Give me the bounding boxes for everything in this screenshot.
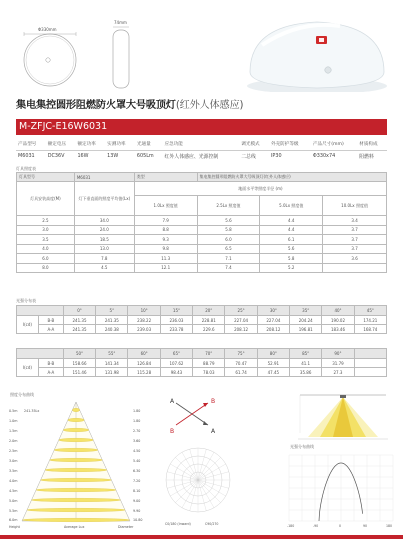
angle-cell: 50° — [63, 349, 95, 359]
angle-cell: 80° — [257, 349, 289, 359]
plane-label: A-A — [38, 368, 63, 377]
intensity-label: I(cd) — [17, 316, 39, 334]
illum-cell: 12.1 — [134, 263, 197, 273]
intensity-cell: 241.35 — [96, 316, 128, 325]
illum-cell: 4.4 — [260, 225, 323, 235]
cone-ellipse — [36, 488, 116, 492]
polar-legend-a: C0/180 (Inward) — [165, 522, 191, 526]
cone-diameter-labels — [133, 409, 142, 522]
diameter-label: Φ330mm — [38, 27, 57, 32]
polar-spoke — [198, 457, 221, 480]
intensity-cell: 70.47 — [225, 359, 257, 368]
illum-cell: 11.3 — [134, 254, 197, 264]
cone-h: 2.0m — [9, 439, 18, 443]
x-tick: -180 — [287, 524, 295, 528]
cone-footer-lux: Average Lux — [64, 525, 85, 529]
spec-header: 实测功率 — [105, 138, 135, 150]
intensity-curve-chart — [283, 451, 398, 533]
illum-cell: 3.7 — [323, 225, 387, 235]
cone-h: 2.5m — [9, 449, 18, 453]
x-tick: 0 — [339, 524, 342, 528]
illum-cell: 24.0 — [74, 225, 134, 235]
illum-row — [17, 254, 387, 264]
illuminance-cone-diagram — [6, 400, 146, 530]
polar-spoke — [190, 480, 198, 511]
intensity-cell: 183.46 — [322, 325, 354, 334]
plane-direction-diagram — [168, 395, 218, 437]
illum-cell: 3.7 — [323, 235, 387, 245]
intensity-cell: 151.46 — [63, 368, 95, 377]
intensity-cell: 98.43 — [160, 368, 192, 377]
angle-cell: 70° — [193, 349, 225, 359]
cone-ellipse — [22, 518, 129, 522]
plane-label: B-B — [38, 316, 63, 325]
spec-header: 产品尺寸(mm) — [311, 138, 357, 150]
plane-label: A-A — [38, 325, 63, 334]
cone-r: 1.80 — [133, 409, 141, 413]
angle-row-2 — [17, 349, 387, 359]
illum-cell: 18.5 — [74, 235, 134, 245]
spec-value-row — [16, 150, 387, 162]
intensity-cell: 131.98 — [96, 368, 128, 377]
intensity-cell: 196.81 — [290, 325, 322, 334]
illum-model-value: M6031 — [74, 173, 134, 182]
cone-r: 3.60 — [133, 439, 141, 443]
illum-group-header: 地面水平等照度半径 (m) — [134, 182, 386, 196]
front-view-drawing — [24, 32, 76, 86]
spec-table — [16, 138, 387, 162]
illum-type-row — [17, 173, 387, 182]
intensity-cell: 107.62 — [160, 359, 192, 368]
polar-spoke — [198, 480, 206, 511]
cone-ellipse — [32, 498, 121, 502]
polar-spoke — [167, 472, 198, 480]
illum-cell: 7.8 — [74, 254, 134, 264]
illum-row — [17, 235, 387, 245]
model-banner: M-ZFJC-E16W6031 — [16, 119, 387, 135]
spec-header: 外壳防护等级 — [269, 138, 311, 150]
illum-cell: 3.7 — [323, 244, 387, 254]
light-section-label: 光强分布表 — [16, 298, 36, 303]
intensity-cell: 238.22 — [128, 316, 160, 325]
illum-sub-header: 5.0Lx 照度值 — [260, 196, 323, 216]
illum-cell: 7.4 — [197, 263, 260, 273]
spec-header: 光通量 — [135, 138, 163, 150]
intensity-cell: 228.81 — [193, 316, 225, 325]
intensity-cell: 47.45 — [257, 368, 289, 377]
plane-b-label: B — [211, 398, 216, 405]
cone-title: 照度分布曲线 — [10, 392, 34, 397]
polar-spoke — [198, 480, 226, 496]
intensity-cell: 227.04 — [225, 316, 257, 325]
illum-type-label: 类型 — [134, 173, 197, 182]
cone-h: 4.0m — [9, 479, 18, 483]
polar-spoke — [170, 464, 198, 480]
cone-h: 6.0m — [9, 518, 18, 522]
cone-v: 241.35Lx — [24, 409, 40, 413]
cone-ellipse — [59, 438, 93, 442]
spec-header: 调光模式 — [239, 138, 269, 150]
illum-cell: 7.9 — [134, 216, 197, 226]
angle-cell: 90° — [322, 349, 354, 359]
cone-r: 8.10 — [133, 489, 141, 493]
cone-footer-diameter: Diameter — [118, 525, 134, 529]
intensity-cell: 35.86 — [290, 368, 322, 377]
polar-spoke — [198, 449, 206, 480]
plane-a-label-2: A — [211, 428, 216, 435]
illum-cell: 6.1 — [260, 235, 323, 245]
illum-type-value: 集电集控圆形阻燃防火罩大号吸顶灯(红外人体感应) — [197, 173, 386, 182]
illum-cell: 6.5 — [197, 244, 260, 254]
illum-cell: 8.0 — [17, 263, 75, 273]
intensity-curve-line — [319, 463, 363, 521]
illum-model-label: 灯具型号 — [17, 173, 75, 182]
angle-cell: 10° — [128, 306, 160, 316]
side-view-drawing — [113, 27, 129, 88]
intensity-row-bb-2 — [17, 359, 387, 368]
intensity-label: I(cd) — [17, 359, 39, 377]
angle-cell: 5° — [96, 306, 128, 316]
angle-cell: 20° — [193, 306, 225, 316]
angle-cell: 35° — [290, 306, 322, 316]
cone-r: 1.80 — [133, 419, 141, 423]
cone-ellipse — [63, 428, 88, 432]
cone-h: 1.0m — [9, 419, 18, 423]
angle-row-1 — [17, 306, 387, 316]
polar-spoke — [190, 449, 198, 480]
illum-cell: 3.5 — [17, 235, 75, 245]
intensity-cell: 158.66 — [63, 359, 95, 368]
title-main: 集电集控圆形阻燃防火罩大号吸顶灯 — [16, 100, 176, 111]
polar-diagram — [163, 438, 233, 528]
product-images — [0, 0, 403, 92]
spec-header: 产品型号 — [16, 138, 46, 150]
intensity-cell: 241.35 — [63, 325, 95, 334]
cone-ellipse — [45, 468, 107, 472]
title-suffix: (红外人体感应) — [175, 100, 244, 111]
illum-cell: 5.8 — [197, 225, 260, 235]
illum-row — [17, 244, 387, 254]
cone-h: 5.0m — [9, 499, 18, 503]
illum-cell: 3.4 — [323, 216, 387, 226]
x-tick: 180 — [386, 524, 393, 528]
curve-grid — [289, 455, 393, 521]
intensity-cell: 168.74 — [354, 325, 386, 334]
plane-b-label-2: B — [170, 428, 175, 435]
cone-r: 10.80 — [133, 518, 143, 522]
intensity-cell: 115.28 — [128, 368, 160, 377]
cone-r: 9.00 — [133, 499, 141, 503]
cone-h: 0.5m — [9, 409, 18, 413]
angle-cell: 60° — [128, 349, 160, 359]
cone-h: 4.5m — [9, 489, 18, 493]
spec-value: 阻燃料 — [359, 153, 374, 160]
illum-cell: 7.1 — [197, 254, 260, 264]
illuminance-table — [16, 172, 387, 273]
illum-cell: 3.0 — [17, 225, 75, 235]
illum-cell: 5.6 — [197, 216, 260, 226]
cone-r: 2.70 — [133, 429, 141, 433]
intensity-cell: 78.03 — [193, 368, 225, 377]
intensity-cell: 88.79 — [193, 359, 225, 368]
intensity-row-bb — [17, 316, 387, 325]
curve-x-ticks — [287, 524, 392, 528]
cone-h: 3.0m — [9, 459, 18, 463]
illum-sub-header: 2.5Lx 照度值 — [197, 196, 260, 216]
intensity-cell: 239.03 — [128, 325, 160, 334]
polar-spoke — [167, 480, 198, 488]
cone-h: 1.5m — [9, 429, 18, 433]
intensity-cell: 174.21 — [354, 316, 386, 325]
spec-value: 16W — [77, 153, 89, 160]
curve-title: 光强分布曲线 — [290, 444, 314, 449]
intensity-cell: 204.24 — [290, 316, 322, 325]
intensity-cell: 31.79 — [322, 359, 354, 368]
illum-sub-header: 10.0Lx 照度值 — [323, 196, 387, 216]
illum-row — [17, 225, 387, 235]
light-intensity-table-1 — [16, 305, 387, 334]
polar-spoke — [198, 452, 214, 480]
intensity-cell: 190.02 — [322, 316, 354, 325]
intensity-cell: 41.1 — [290, 359, 322, 368]
polar-spoke — [198, 480, 221, 503]
polar-spoke — [182, 452, 198, 480]
illum-cell: 34.0 — [74, 216, 134, 226]
cone-ellipse — [27, 508, 125, 512]
polar-spoke — [198, 472, 229, 480]
angle-cell: 75° — [225, 349, 257, 359]
illum-cell: 6.0 — [17, 254, 75, 264]
illum-cell: 9.8 — [134, 244, 197, 254]
cone-r: 5.40 — [133, 459, 141, 463]
cone-footer-height: Height — [9, 525, 20, 529]
intensity-cell: 236.03 — [160, 316, 192, 325]
illum-row — [17, 263, 387, 273]
angle-cell: 0° — [63, 306, 95, 316]
cone-h: 5.5m — [9, 509, 18, 513]
x-tick: 90 — [363, 524, 368, 528]
intensity-cell: 61.74 — [225, 368, 257, 377]
spec-value: Φ330x74 — [312, 153, 336, 160]
cone-ellipse — [72, 408, 79, 412]
intensity-cell: 126.84 — [128, 359, 160, 368]
angle-cell: 30° — [257, 306, 289, 316]
x-tick: -90 — [313, 524, 319, 528]
cone-r: 9.90 — [133, 509, 141, 513]
spec-header: 额定功率 — [75, 138, 105, 150]
footer-bar — [0, 535, 403, 539]
illum-col-height: 灯具安装高度(M) — [17, 182, 75, 216]
intensity-cell: 241.35 — [63, 316, 95, 325]
cone-ellipse — [50, 458, 103, 462]
height-label: 74mm — [114, 20, 127, 25]
intensity-cell: 240.38 — [96, 325, 128, 334]
product-drawings — [0, 0, 403, 92]
spec-header: 材质构成 — [357, 138, 387, 150]
angle-cell: 45° — [354, 306, 386, 316]
product-title — [16, 96, 243, 111]
light-intensity-table-2 — [16, 348, 387, 377]
polar-spoke — [182, 480, 198, 508]
illum-cell: 4.4 — [260, 216, 323, 226]
spec-value: 二总线 — [241, 153, 256, 160]
illum-cell: 2.5 — [17, 216, 75, 226]
illum-cell — [323, 263, 387, 273]
angle-cell: 15° — [160, 306, 192, 316]
beam-cone-sketch — [288, 393, 398, 443]
illum-row — [17, 216, 387, 226]
polar-spoke — [175, 480, 198, 503]
intensity-cell: 141.34 — [96, 359, 128, 368]
polar-legend-b: C90/270 — [205, 522, 219, 526]
cone-h: 3.5m — [9, 469, 18, 473]
angle-cell: 65° — [160, 349, 192, 359]
illum-cell: 3.6 — [323, 254, 387, 264]
intensity-cell: 208.12 — [257, 325, 289, 334]
intensity-cell: 229.6 — [193, 325, 225, 334]
angle-cell: 40° — [322, 306, 354, 316]
spec-header: 应急功能 — [163, 138, 240, 150]
spec-value: 605Lm — [136, 153, 154, 160]
spec-value: M6031 — [18, 153, 35, 160]
illum-cell: 9.3 — [134, 235, 197, 245]
intensity-cell: 227.04 — [257, 316, 289, 325]
illum-cell: 5.8 — [260, 254, 323, 264]
angle-cell: 25° — [225, 306, 257, 316]
intensity-row-aa-2 — [17, 368, 387, 377]
spec-value: 13W — [107, 153, 119, 160]
cone-r: 7.20 — [133, 479, 141, 483]
cone-ellipse — [54, 448, 98, 452]
illum-cell: 4.0 — [17, 244, 75, 254]
intensity-row-aa — [17, 325, 387, 334]
polar-spoke — [198, 464, 226, 480]
plane-label: B-B — [38, 359, 63, 368]
polar-spoke — [170, 480, 198, 496]
plane-a-label: A — [170, 398, 175, 405]
angle-cell: 55° — [96, 349, 128, 359]
intensity-cell: 208.12 — [225, 325, 257, 334]
product-photo — [247, 22, 387, 92]
polar-spoke — [198, 480, 214, 508]
spec-header: 额定电压 — [46, 138, 76, 150]
cone-ellipse — [68, 418, 84, 422]
cone-r: 6.30 — [133, 469, 141, 473]
illum-cell: 6.0 — [197, 235, 260, 245]
polar-spokes — [166, 448, 230, 512]
illum-cell: 5.6 — [260, 244, 323, 254]
cone-r: 4.50 — [133, 449, 141, 453]
polar-spoke — [175, 457, 198, 480]
intensity-cell: 52.91 — [257, 359, 289, 368]
illum-cell: 8.8 — [134, 225, 197, 235]
illum-cell: 4.5 — [74, 263, 134, 273]
illum-cell: 13.0 — [74, 244, 134, 254]
illum-sub-header: 1.0Lx 照度值 — [134, 196, 197, 216]
illum-cell: 5.2 — [260, 263, 323, 273]
spec-value: 红外人体感应、光源控制 — [164, 153, 219, 160]
spec-value: IP30 — [270, 153, 282, 160]
spec-value: DC36V — [47, 153, 65, 160]
polar-spoke — [198, 480, 229, 488]
illum-section-label: 灯具照度表 — [16, 166, 36, 171]
cone-ellipse — [41, 478, 112, 482]
illum-col-vertical: 灯下垂直面的照度平均值(Lx) — [74, 182, 134, 216]
spec-header-row — [16, 138, 387, 150]
intensity-cell: 233.78 — [160, 325, 192, 334]
angle-cell: 85° — [290, 349, 322, 359]
intensity-cell: 27.3 — [322, 368, 354, 377]
